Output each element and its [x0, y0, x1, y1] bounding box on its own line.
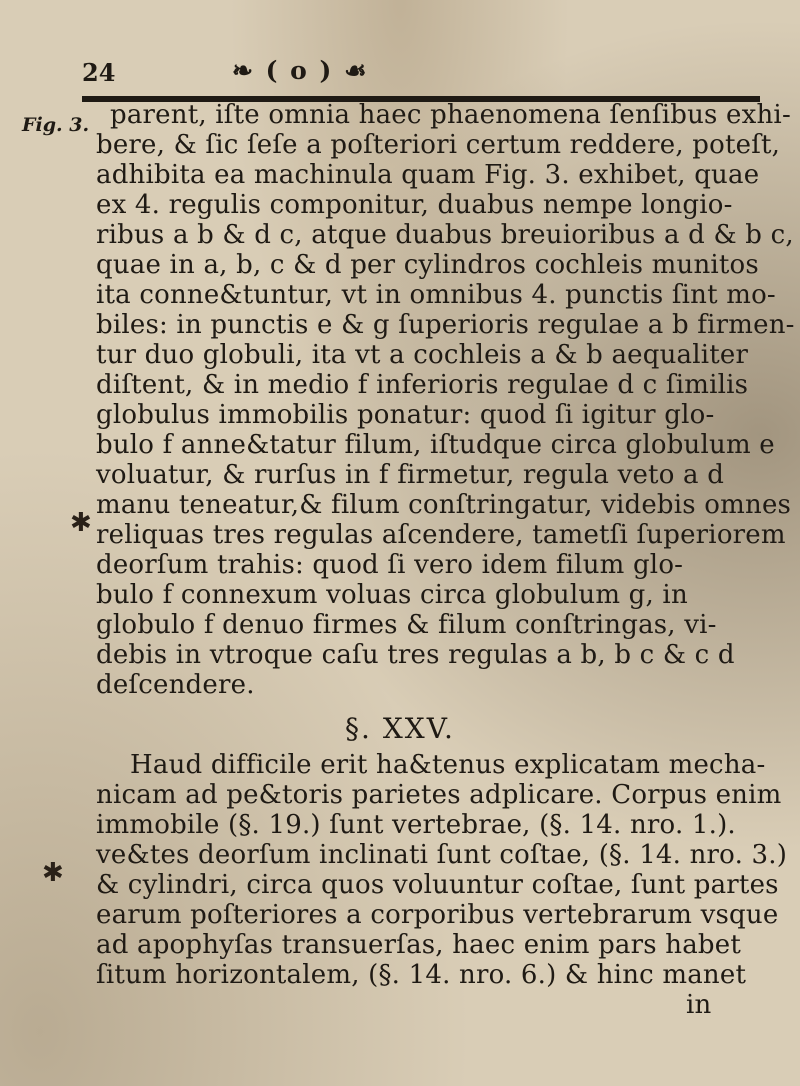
text-line: debis in vtroque caſu tres regulas a b, b c & c d [96, 640, 735, 670]
text-line: diſtent, & in medio f inferioris regulae d c ſimilis [96, 370, 749, 400]
asterisk-icon: ✱ [42, 858, 64, 888]
text-line: bere, & ſic ſeſe a poſteriori certum reddere, poteſt, [96, 130, 781, 160]
page-number: 24 [82, 58, 116, 87]
text-line: tur duo globuli, ita vt a cochleis a & b aequaliter [96, 340, 749, 370]
text-line: deorſum trahis: quod ſi vero idem filum glo- [96, 550, 684, 580]
catchword: in [686, 990, 712, 1020]
text-line: Haud difficile erit ha&tenus explicatam mecha- [130, 750, 766, 780]
text-line: quae in a, b, c & d per cylindros cochleis munitos [96, 250, 759, 280]
text-line: globulus immobilis ponatur: quod ſi igitur glo- [96, 400, 715, 430]
text-line: immobile (§. 19.) ſunt vertebrae, (§. 14. nro. 1.). [96, 810, 736, 840]
text-line: ve&tes deorſum inclinati ſunt coſtae, (§. 14. nro. 3.) [96, 840, 788, 870]
text-line: bulo f connexum voluas circa globulum g, in [96, 580, 688, 610]
text-line: globulo f denuo firmes & filum conſtringas, vi- [96, 610, 717, 640]
text-line: earum poſteriores a corporibus vertebrarum vsque [96, 900, 779, 930]
text-line: reliquas tres regulas aſcendere, tametſi ſuperiorem [96, 520, 786, 550]
text-line: bulo f anne&tatur filum, iſtudque circa globulum e [96, 430, 775, 460]
text-line: ad apophyſas transuerſas, haec enim pars habet [96, 930, 741, 960]
text-line: nicam ad pe&toris parietes adplicare. Corpus enim [96, 780, 782, 810]
text-line: ita conne&tuntur, vt in omnibus 4. punctis ſint mo- [96, 280, 776, 310]
text-line: adhibita ea machinula quam Fig. 3. exhibet, quae [96, 160, 760, 190]
text-line: biles: in punctis e & g ſuperioris regulae a b firmen- [96, 310, 795, 340]
text-line: voluatur, & rurſus in f firmetur, regula veto a d [96, 460, 725, 490]
text-line: ſitum horizontalem, (§. 14. nro. 6.) & hinc manet [96, 960, 747, 990]
section-heading: §. XXV. [345, 712, 455, 745]
text-line: ribus a b & d c, atque duabus breuioribus a d & b c, [96, 220, 794, 250]
text-line: deſcendere. [96, 670, 255, 700]
page-header [82, 54, 762, 94]
running-head-ornament: ❧ ( o ) ☙ [232, 56, 369, 85]
asterisk-icon: ✱ [70, 508, 92, 538]
text-line: manu teneatur,& filum conſtringatur, videbis omnes [96, 490, 792, 520]
figure-reference-note: Fig. 3. [22, 114, 90, 136]
text-line: & cylindri, circa quos voluuntur coſtae, ſunt partes [96, 870, 779, 900]
text-line: ex 4. regulis componitur, duabus nempe longio- [96, 190, 733, 220]
text-line: parent, iſte omnia haec phaenomena ſenſibus exhi- [110, 100, 791, 130]
